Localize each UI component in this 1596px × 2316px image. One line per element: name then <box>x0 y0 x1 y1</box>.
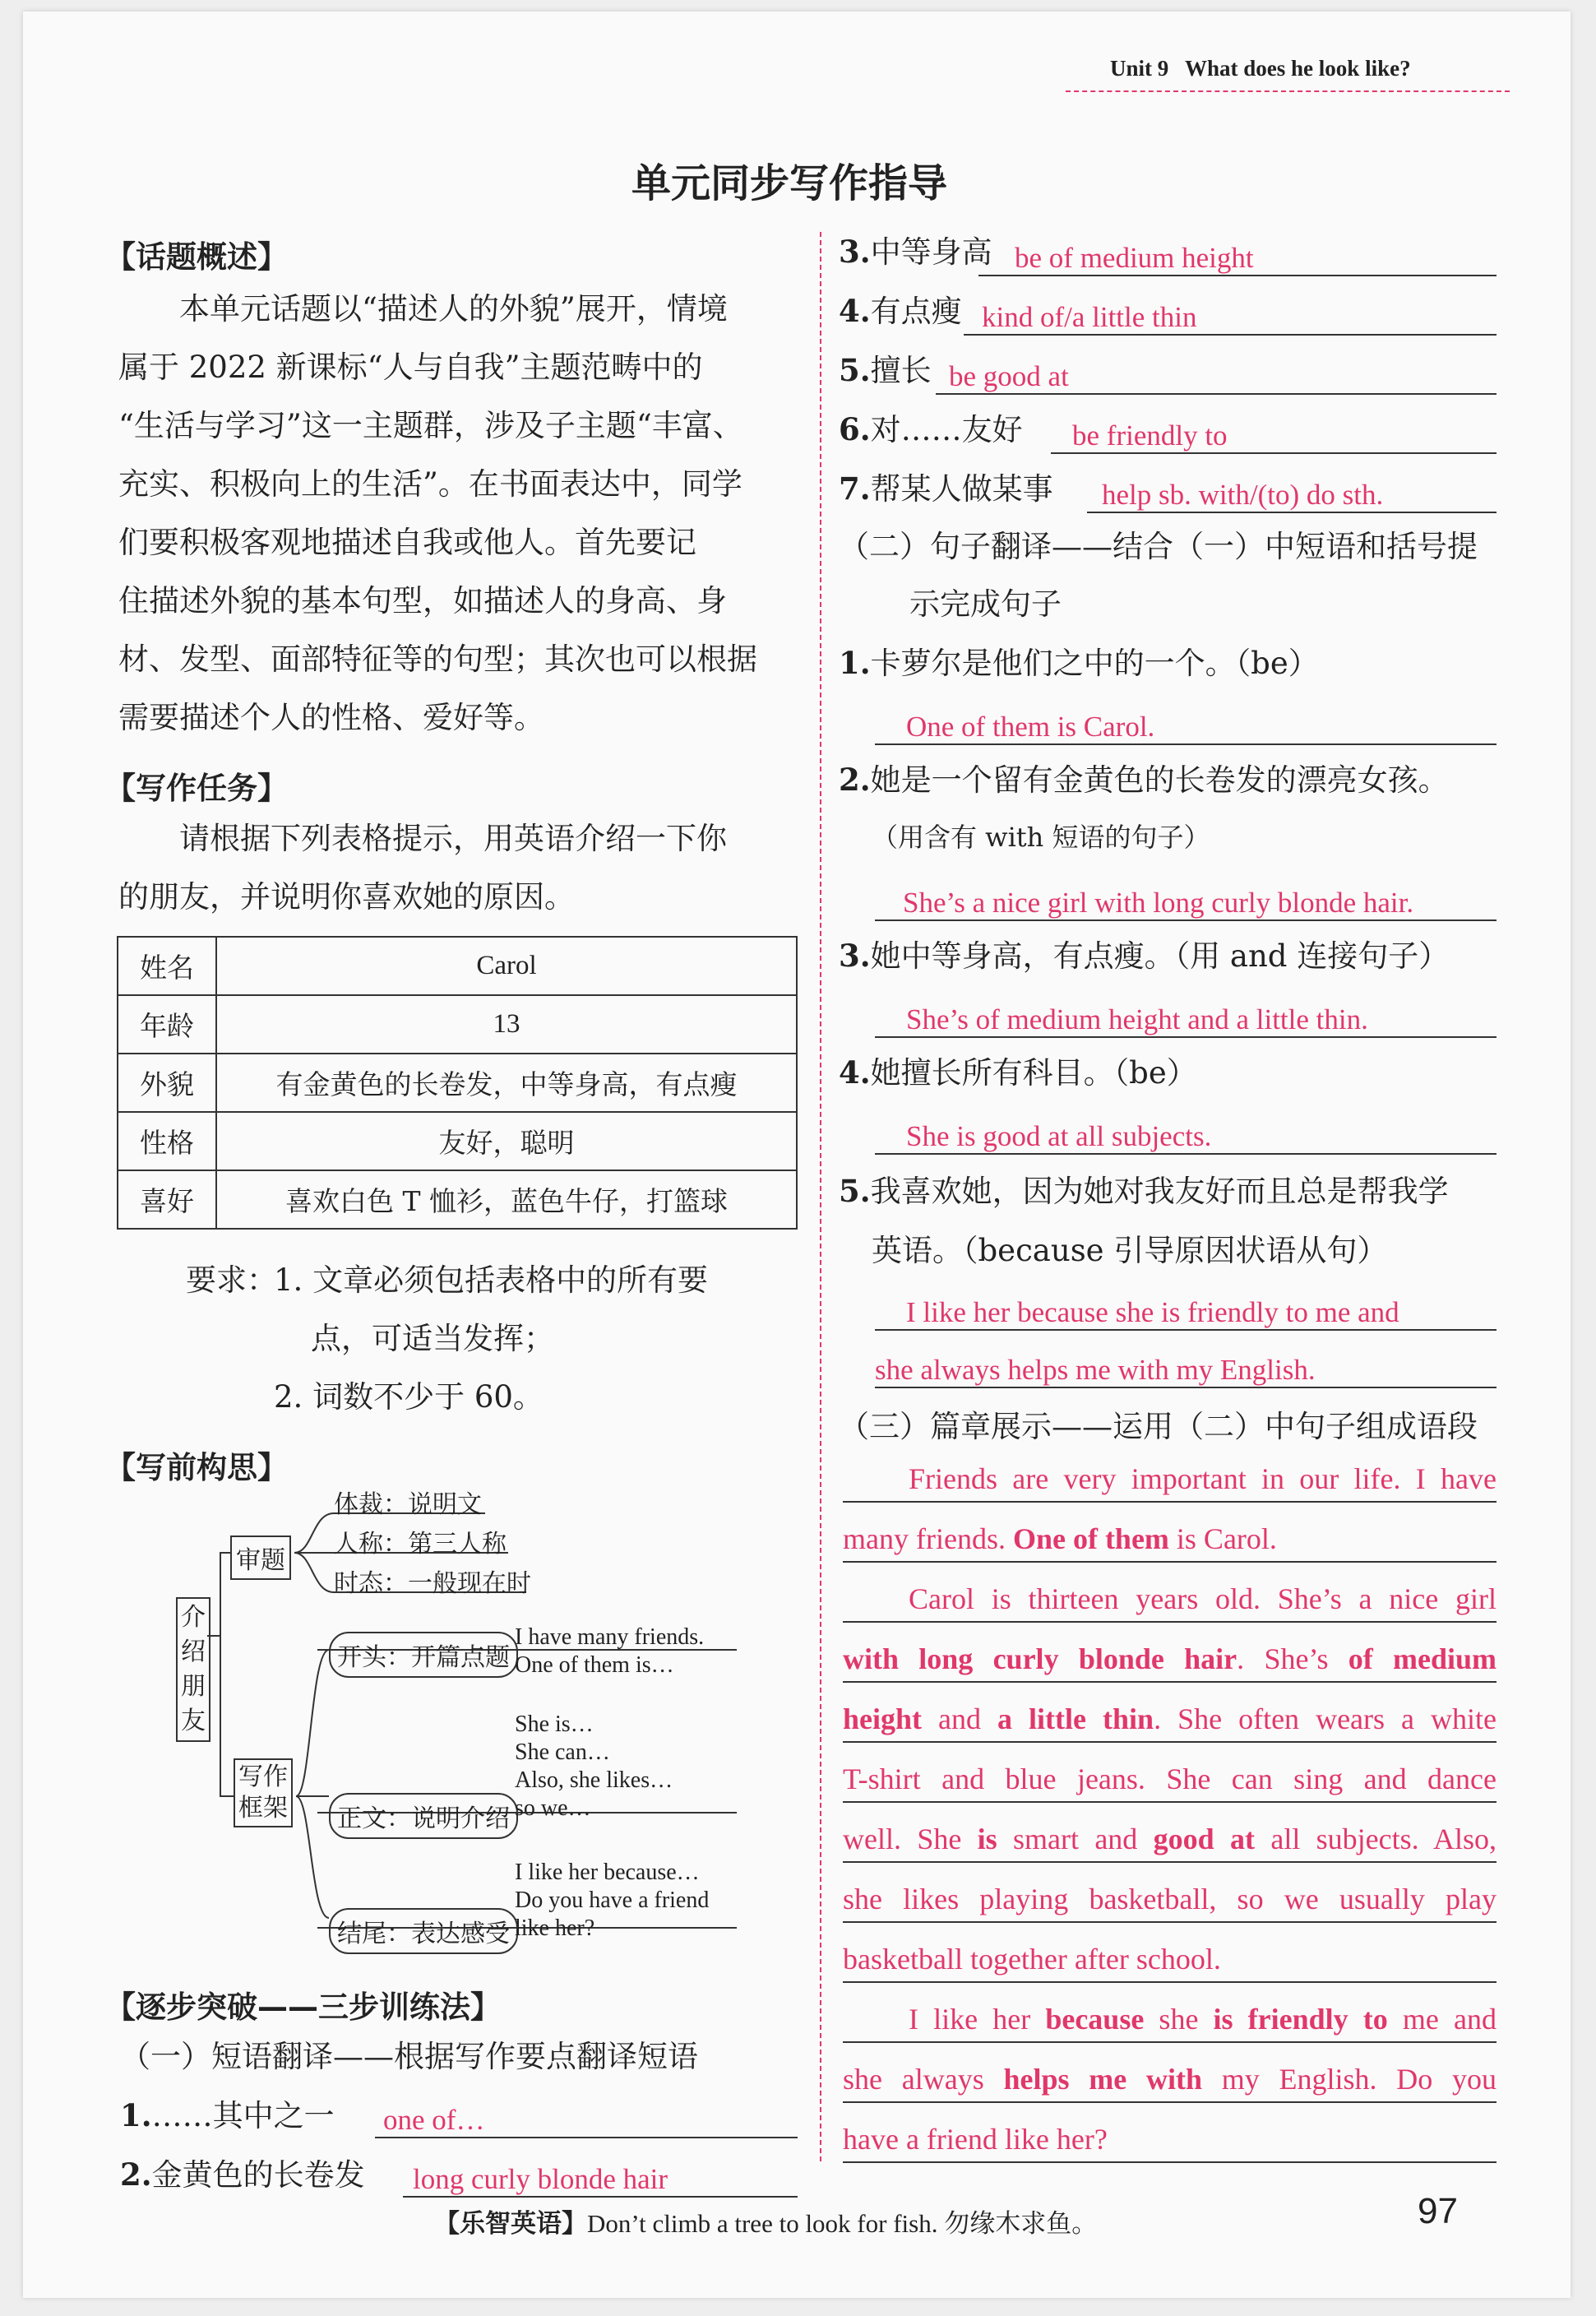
essay-line: I like her because she is friendly to me and <box>843 1983 1497 2043</box>
page-number: 97 <box>1418 2191 1458 2231</box>
task-line: 请根据下列表格提示，用英语介绍一下你 <box>179 821 727 856</box>
table-key: 外貌 <box>118 1054 216 1112</box>
phrase-answer: help sb. with/(to) do sth. <box>1102 479 1384 511</box>
essay-line: Friends are very important in our life. I have <box>843 1443 1497 1503</box>
table-key: 喜好 <box>118 1170 216 1229</box>
sentence-num: 2. <box>839 762 871 798</box>
essay-heading: （三）篇章展示——运用（二）中句子组成语段 <box>839 1409 1478 1444</box>
mindmap-text: I like her because… <box>515 1860 700 1885</box>
body-lines <box>515 1711 673 1823</box>
footer-brand: 【乐智英语】 <box>434 2209 587 2239</box>
sentence-3-question <box>839 938 1450 974</box>
topic-line: 住描述外貌的基本句型，如描述人的身高、身 <box>118 583 727 618</box>
column-divider <box>820 232 821 2161</box>
topic-heading: 【话题概述】 <box>105 239 288 275</box>
phrase-cn: ……其中之一 <box>151 2098 335 2133</box>
root-char: 朋 <box>181 1672 206 1701</box>
sentence-q: 我喜欢她，因为她对我友好而且总是帮我学 <box>870 1174 1449 1209</box>
shenti-item: 体裁：说明文 <box>334 1490 482 1519</box>
phrase-cn: 对……友好 <box>870 412 1023 447</box>
sentence-2-question <box>839 762 1449 798</box>
phrase-heading: （一）短语翻译——根据写作要点翻译短语 <box>120 2039 698 2074</box>
table-value: 13 <box>216 995 797 1054</box>
mindmap-lines <box>23 12 845 1985</box>
phrase-3 <box>839 234 992 270</box>
workbook-page <box>23 12 1571 2298</box>
mindmap-text: I have many friends. <box>515 1624 705 1650</box>
essay-line: basketball together after school. <box>843 1923 1497 1983</box>
task-heading: 【写作任务】 <box>105 771 288 806</box>
sentence-num: 1. <box>839 645 871 681</box>
essay-line: height and a little thin. She often wears a white <box>843 1683 1497 1743</box>
phrase-num: 1. <box>120 2097 152 2133</box>
essay-line: she likes playing basketball, so we usually play <box>843 1863 1497 1923</box>
phrase-num: 5. <box>839 352 871 388</box>
sentence-num: 5. <box>839 1173 871 1209</box>
topic-line: “生活与学习”这一主题群，涉及子主题“丰富、 <box>118 408 743 443</box>
table-value: 喜欢白色 T 恤衫，蓝色牛仔，打篮球 <box>216 1170 797 1229</box>
sentence-4-question <box>839 1054 1197 1091</box>
phrase-answer: kind of/a little thin <box>982 301 1197 333</box>
phrase-num: 3. <box>839 234 871 270</box>
requirement-1b: 点，可适当发挥； <box>311 1321 554 1356</box>
sentence-q: 卡萝尔是他们之中的一个。（be） <box>870 646 1319 681</box>
task-line: 的朋友，并说明你喜欢她的原因。 <box>118 879 575 915</box>
sentence-answer: She’s of medium height and a little thin. <box>906 1003 1368 1035</box>
sentence-heading-cont: 示完成句子 <box>909 586 1062 622</box>
phrase-7 <box>839 470 1053 507</box>
sentence-q: 她擅长所有科目。（be） <box>870 1055 1197 1091</box>
essay-line: many friends. One of them is Carol. <box>843 1503 1497 1563</box>
root-char: 介 <box>181 1603 206 1632</box>
footer-proverb: Don’t climb a tree to look for fish. 勿缘木求鱼。 <box>587 2209 1098 2238</box>
table-value: Carol <box>216 937 797 995</box>
sentence-num: 3. <box>839 938 871 974</box>
essay-line: she always helps me with my English. Do you <box>843 2043 1497 2103</box>
sentence-heading: （二）句子翻译——结合（一）中短语和括号提 <box>839 529 1478 564</box>
ending-lines <box>515 1859 709 1943</box>
phrase-cn: 中等身高 <box>870 234 992 270</box>
footer <box>434 2203 1097 2240</box>
kuangjia-node <box>234 1758 293 1827</box>
running-header <box>1110 56 1411 81</box>
mindmap-text: so we… <box>515 1795 591 1821</box>
header-unit: Unit 9 <box>1110 56 1169 81</box>
sentence-q: 她中等身高，有点瘦。（用 and 连接句子） <box>870 938 1450 974</box>
phrase-num: 7. <box>839 470 871 507</box>
essay-line: well. She is smart and good at all subjects. Also, <box>843 1803 1497 1863</box>
shenti-node: 审题 <box>230 1536 291 1580</box>
model-essay <box>843 1443 1497 2163</box>
table-key: 性格 <box>118 1112 216 1170</box>
root-node <box>176 1597 210 1742</box>
phrase-cn: 帮某人做某事 <box>870 471 1053 507</box>
opening-lines <box>515 1624 704 1679</box>
topic-line: 充实、积极向上的生活”。在书面表达中，同学 <box>118 466 742 502</box>
table-value: 友好，聪明 <box>216 1112 797 1170</box>
essay-line: have a friend like her? <box>843 2103 1497 2163</box>
topic-line: 本单元话题以“描述人的外貌”展开，情境 <box>179 291 728 327</box>
shenti-item: 时态：一般现在时 <box>334 1569 531 1598</box>
requirement-1a: 1. 文章必须包括表格中的所有要 <box>274 1262 709 1298</box>
phrase-cn: 金黄色的长卷发 <box>151 2157 365 2193</box>
table-value: 有金黄色的长卷发，中等身高，有点瘦 <box>216 1054 797 1112</box>
phrase-cn: 擅长 <box>870 353 932 388</box>
phrase-num: 4. <box>839 293 871 329</box>
sentence-answer: One of them is Carol. <box>906 711 1155 743</box>
essay-line: with long curly blonde hair. She’s of medium <box>843 1623 1497 1683</box>
essay-line: T-shirt and blue jeans. She can sing and dance <box>843 1743 1497 1803</box>
table-key: 年龄 <box>118 995 216 1054</box>
requirement-label: 要求： <box>186 1262 277 1298</box>
mindmap-text: Also, she likes… <box>515 1767 673 1793</box>
phrase-6 <box>839 411 1023 447</box>
page-title: 单元同步写作指导 <box>631 160 948 206</box>
essay-line: Carol is thirteen years old. She’s a nice girl <box>843 1563 1497 1623</box>
sentence-answer: She is good at all subjects. <box>906 1120 1212 1152</box>
topic-line: 需要描述个人的性格、爱好等。 <box>118 700 544 735</box>
shenti-item: 人称：第三人称 <box>334 1530 507 1559</box>
phrase-5 <box>839 352 932 388</box>
mindmap-text: She can… <box>515 1739 610 1765</box>
mindmap-text: One of them is… <box>515 1652 674 1678</box>
header-rule <box>1066 90 1510 92</box>
phrase-answer: be friendly to <box>1072 419 1228 452</box>
mindmap-text: She is… <box>515 1712 594 1737</box>
phrase-2 <box>120 2156 365 2193</box>
kuangjia-line: 框架 <box>238 1794 288 1823</box>
sentence-num: 4. <box>839 1054 871 1091</box>
phrase-cn: 有点瘦 <box>870 294 962 329</box>
phrase-answer: one of… <box>383 2104 485 2136</box>
phrase-num: 2. <box>120 2156 152 2193</box>
root-char: 绍 <box>181 1637 206 1666</box>
prewrite-heading: 【写前构思】 <box>105 1450 288 1485</box>
topic-line: 们要积极客观地描述自我或他人。首先要记 <box>118 525 696 560</box>
sentence-5-hint: 英语。（because 引导原因状语从句） <box>872 1233 1388 1268</box>
phrase-num: 6. <box>839 411 871 447</box>
sentence-5-question <box>839 1173 1449 1209</box>
sentence-1-question <box>839 645 1319 681</box>
table-key: 姓名 <box>118 937 216 995</box>
topic-line: 材、发型、面部特征等的句型；其次也可以根据 <box>118 642 757 677</box>
requirement-2: 2. 词数不少于 60。 <box>274 1379 544 1415</box>
phrase-1 <box>120 2097 335 2133</box>
part-body: 正文：说明介绍 <box>329 1793 518 1839</box>
part-ending: 结尾：表达感受 <box>329 1908 518 1954</box>
sentence-answer: she always helps me with my English. <box>875 1354 1316 1386</box>
phrase-answer: long curly blonde hair <box>413 2163 668 2195</box>
topic-line: 属于 2022 新课标“人与自我”主题范畴中的 <box>118 350 703 385</box>
kuangjia-line: 写作 <box>238 1762 288 1791</box>
phrase-answer: be good at <box>949 360 1069 392</box>
mindmap-text: like her? <box>515 1915 595 1941</box>
mindmap-text: Do you have a friend <box>515 1888 710 1913</box>
header-title: What does he look like? <box>1185 56 1411 81</box>
part-opening: 开头：开篇点题 <box>329 1632 518 1678</box>
sentence-answer: I like her because she is friendly to me and <box>906 1296 1399 1328</box>
sentence-answer: She’s a nice girl with long curly blonde hair. <box>903 887 1414 919</box>
phrase-4 <box>839 293 962 329</box>
root-char: 友 <box>181 1707 206 1735</box>
phrase-answer: be of medium height <box>1015 242 1254 274</box>
steps-heading: 【逐步突破——三步训练法】 <box>105 1989 501 2025</box>
sentence-q: 她是一个留有金黄色的长卷发的漂亮女孩。 <box>870 762 1449 798</box>
sentence-2-hint: （用含有 with 短语的句子） <box>872 822 1210 853</box>
